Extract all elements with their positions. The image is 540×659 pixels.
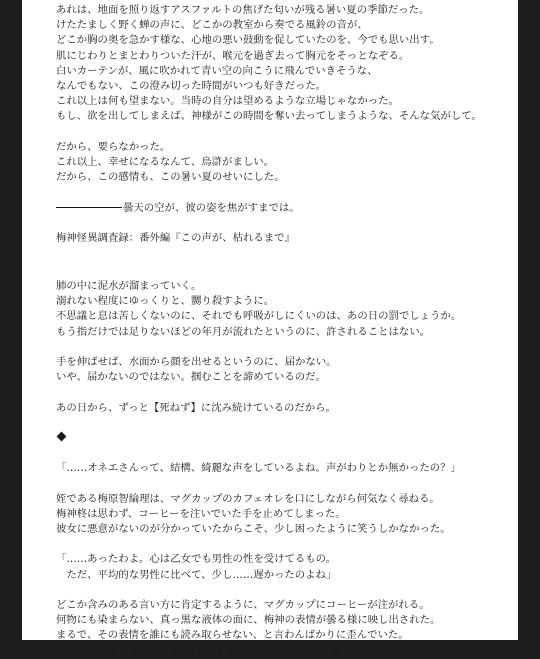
text-line: どこか含みのある言い方に肯定するように、マグカップにコーヒーが注がれる。 [56, 598, 430, 611]
text-line: なんでもない、この澄み切った時間がいつも好きだった。 [56, 79, 327, 92]
document-page [22, 0, 518, 657]
text-line: 梅神柊は思わず、コーヒーを注いでいた手を止めてしまった。 [56, 507, 346, 520]
text-line: もし、欲を出してしまえば、神様がこの時間を奪い去ってしまうような、そんな気がして。 [56, 110, 482, 123]
dialogue-line: 「……あったわよ。心は乙女でも男性の性を受けてるもの。 [56, 553, 337, 566]
text-line: これ以上、幸せになるなんて、烏滸がましい。 [56, 155, 274, 168]
text-line: 智綸理は、そんな【彼】の、【彼女】の表情を目でちらりと追って視線を戻した。 [56, 644, 435, 657]
text-line: 溺れない程度にゆっくりと、嬲り殺すように。 [56, 295, 275, 308]
dialogue-line: 「……オネエさんって、結構、綺麗な声をしているよね。声がわりとか無かったの？」 [56, 462, 461, 475]
text-line: 何物にも染まらない、真っ黒な液体の面に、梅神の表情が曇る様に映し出された。 [56, 614, 441, 627]
em-dash-rule [56, 197, 122, 208]
text-line: まるで、その表情を誰にも読み取らせない、と言わんばかりに歪んでいた。 [56, 629, 409, 642]
text-line: 姪である梅原智綸理は、マグカップのカフェオレを口にしながら何気なく尋ねる。 [56, 492, 440, 505]
section-break [56, 431, 512, 446]
text-line: 肌にじわりとまとわりついた汗が、喉元を過ぎ去って胸元をそっとなぞる。 [56, 49, 410, 62]
text-line: だから、この感情も、この暑い夏のせいにした。 [56, 171, 285, 184]
text-line: 曇天の空が、彼の姿を焦がすまでは。 [123, 202, 300, 215]
dialogue-line: ただ、平均的な男性に比べて、少し……遅かったのよね」 [56, 568, 337, 581]
story-title: 梅神怪異調査録：番外編『この声が、枯れるまで』 [56, 231, 295, 244]
dash-line [56, 200, 512, 215]
text-line: あの日から、ずっと【死ねず】に沈み続けているのだから。 [56, 401, 336, 414]
text-line: あれは、地面を照り返すアスファルトの焦げた匂いが残る暑い夏の季節だった。 [56, 4, 430, 16]
text-line: 手を伸ばせば、水面から顔を出せるというのに、届かない。 [56, 355, 337, 368]
text-line: 不思議と息は苦しくないのに、それでも呼吸がしにくいのは、あの日の罰でしょうか。 [56, 310, 462, 323]
text-line: 肺の中に泥水が溜まっていく。 [56, 280, 202, 292]
text-line: 白いカーテンが、風に吹かれて青い空の向こうに飛んでいきそうな、 [56, 64, 378, 77]
text-line: これ以上は何も望まない。当時の自分は望めるような立場じゃなかった。 [56, 95, 399, 108]
story-text [56, 3, 512, 659]
text-line: いや、届かないのではない。掴むことを諦めているのだ。 [56, 371, 326, 384]
text-line: もう指だけでは足りないほどの年月が流れたというのに、許されることはない。 [56, 325, 431, 338]
text-line: 彼女に悪意がないのが分かっていたからこそ、少し困ったように笑うしかなかった。 [56, 523, 451, 535]
text-line: けたたましく野く蝉の声に、どこかの教室から奏でる風鈴の音が、 [56, 19, 368, 32]
diamond-icon [57, 431, 67, 441]
text-line: だから、要らなかった。 [56, 140, 171, 153]
text-line: どこか胸の奥を急かす様な、心地の悪い鼓動を促していたのを、今でも思い出す。 [56, 34, 440, 47]
